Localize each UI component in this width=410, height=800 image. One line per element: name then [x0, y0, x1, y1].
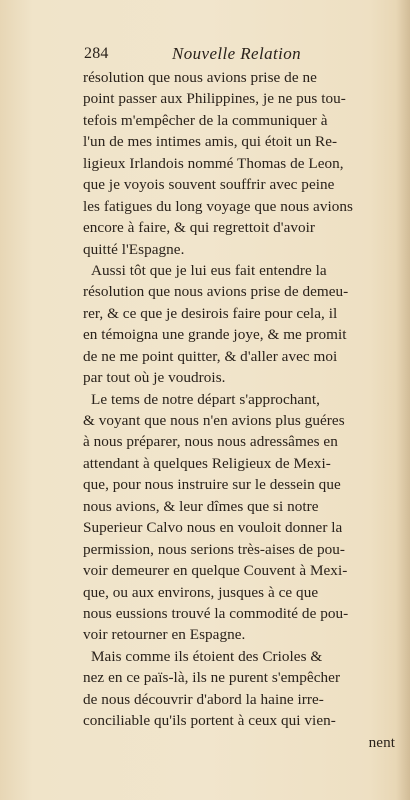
text-line: de nous découvrir d'abord la haine irre- [83, 690, 324, 708]
catchword: nent [368, 733, 395, 751]
text-line: point passer aux Philippines, je ne pus tou- [83, 90, 346, 108]
text-line: nez en ce païs-là, ils ne purent s'empêcher [83, 669, 341, 687]
text-line: permission, nous serions très-aises de pou- [83, 540, 345, 558]
running-title: Nouvelle Relation [172, 44, 302, 63]
text-line: que, ou aux environs, jusques à ce que [83, 583, 319, 601]
body-text [83, 67, 395, 753]
paragraph-start-line: Mais comme ils étoient des Crioles & [91, 647, 323, 665]
text-line: conciliable qu'ils portent à ceux qui vien- [83, 712, 336, 730]
text-line: ligieux Irlandois nommé Thomas de Leon, [83, 154, 344, 172]
text-line: par tout où je voudrois. [83, 369, 226, 387]
text-line: rer, & ce que je desirois faire pour cela, il [83, 304, 338, 322]
page-edge-shadow [396, 0, 410, 800]
text-line: à nous préparer, nous nous adressâmes en [83, 433, 338, 451]
text-line: voir retourner en Espagne. [83, 626, 246, 644]
text-line: voir demeurer en quelque Couvent à Mexi- [83, 562, 348, 580]
text-line: que, pour nous instruire sur le dessein que [83, 476, 341, 494]
text-line: quitté l'Espagne. [83, 240, 185, 258]
page-number: 284 [84, 45, 109, 62]
text-line: l'un de mes intimes amis, qui étoit un Re- [83, 133, 338, 151]
text-line: Superieur Calvo nous en vouloit donner la [83, 519, 343, 537]
text-line: nous avions, & leur dîmes que si notre [83, 497, 319, 515]
paragraph-start-line: Le tems de notre départ s'approchant, [91, 390, 320, 408]
text-line: & voyant que nous n'en avions plus guéres [83, 412, 345, 429]
paragraph-start-line: Aussi tôt que je lui eus fait entendre la [91, 261, 327, 279]
text-line: attendant à quelques Religieux de Mexi- [83, 454, 331, 472]
text-line: résolution que nous avions prise de ne [83, 69, 317, 86]
text-line: encore à faire, & qui regrettoit d'avoir [83, 219, 316, 237]
text-line: tefois m'empêcher de la communiquer à [83, 111, 328, 129]
text-line: nous eussions trouvé la commodité de pou- [83, 604, 349, 622]
text-line: que je voyois souvent souffrir avec peine [83, 176, 335, 194]
text-line: les fatigues du long voyage que nous avions [83, 197, 353, 215]
text-line: résolution que nous avions prise de demeu- [83, 283, 349, 301]
text-line: en témoigna une grande joye, & me promit [83, 326, 347, 344]
text-line: de ne me point quitter, & d'aller avec moi [83, 347, 338, 365]
